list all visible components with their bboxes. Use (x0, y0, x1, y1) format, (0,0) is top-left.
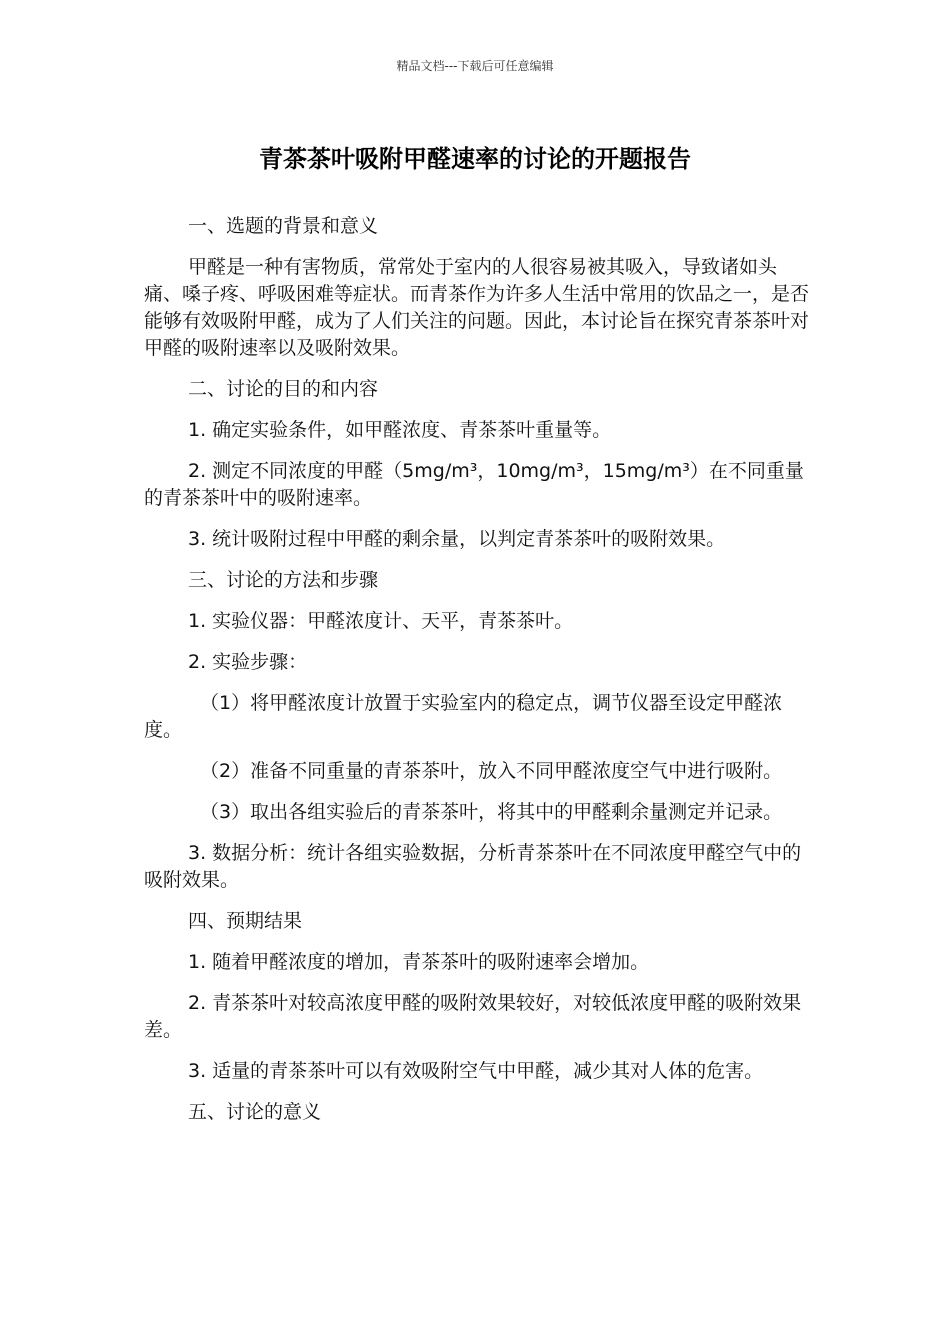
list-item: 1. 实验仪器：甲醛浓度计、天平，青茶茶叶。 (188, 610, 574, 632)
list-item: 3. 数据分析：统计各组实验数据，分析青茶茶叶在不同浓度甲醛空气中的吸附效果。 (144, 842, 802, 891)
sub-step: （1）将甲醛浓度计放置于实验室内的稳定点，调节仪器至设定甲醛浓度。 (144, 692, 783, 741)
list-item: 3. 适量的青茶茶叶可以有效吸附空气中甲醛，减少其对人体的危害。 (188, 1060, 764, 1082)
document-title: 青茶茶叶吸附甲醛速率的讨论的开题报告 (259, 145, 691, 173)
list-item: 1. 随着甲醛浓度的增加，青茶茶叶的吸附速率会增加。 (188, 951, 650, 973)
list-item: 3. 统计吸附过程中甲醛的剩余量，以判定青茶茶叶的吸附效果。 (188, 528, 726, 550)
section-heading-5: 五、讨论的意义 (188, 1101, 322, 1123)
list-item: 1. 确定实验条件，如甲醛浓度、青茶茶叶重量等。 (188, 419, 612, 441)
section-heading-2: 二、讨论的目的和内容 (188, 378, 379, 400)
section-heading-3: 三、讨论的方法和步骤 (188, 569, 379, 591)
paragraph-background: 甲醛是一种有害物质，常常处于室内的人很容易被其吸入，导致诸如头痛、嗓子疼、呼吸困难等症状。而青茶作为许多人生活中常用的饮品之一，是否能够有效吸附甲醛，成为了人们关注的问题。因此，本讨论旨在探究青茶茶叶对甲醛的吸附速率以及吸附效果。 (144, 256, 810, 359)
list-item: 2. 青茶茶叶对较高浓度甲醛的吸附效果较好，对较低浓度甲醛的吸附效果差。 (144, 992, 802, 1041)
list-item: 2. 测定不同浓度的甲醛（5mg/m³，10mg/m³，15mg/m³）在不同重量的青茶茶叶中的吸附速率。 (144, 460, 804, 509)
sub-step: （2）准备不同重量的青茶茶叶，放入不同甲醛浓度空气中进行吸附。 (200, 760, 783, 782)
section-heading-1: 一、选题的背景和意义 (188, 215, 379, 237)
list-item: 2. 实验步骤： (188, 651, 308, 673)
section-heading-4: 四、预期结果 (188, 910, 303, 932)
header-note: 精品文档---下载后可任意编辑 (396, 59, 554, 73)
document-body (144, 213, 814, 1140)
sub-step: （3）取出各组实验后的青茶茶叶，将其中的甲醛剩余量测定并记录。 (200, 801, 783, 823)
